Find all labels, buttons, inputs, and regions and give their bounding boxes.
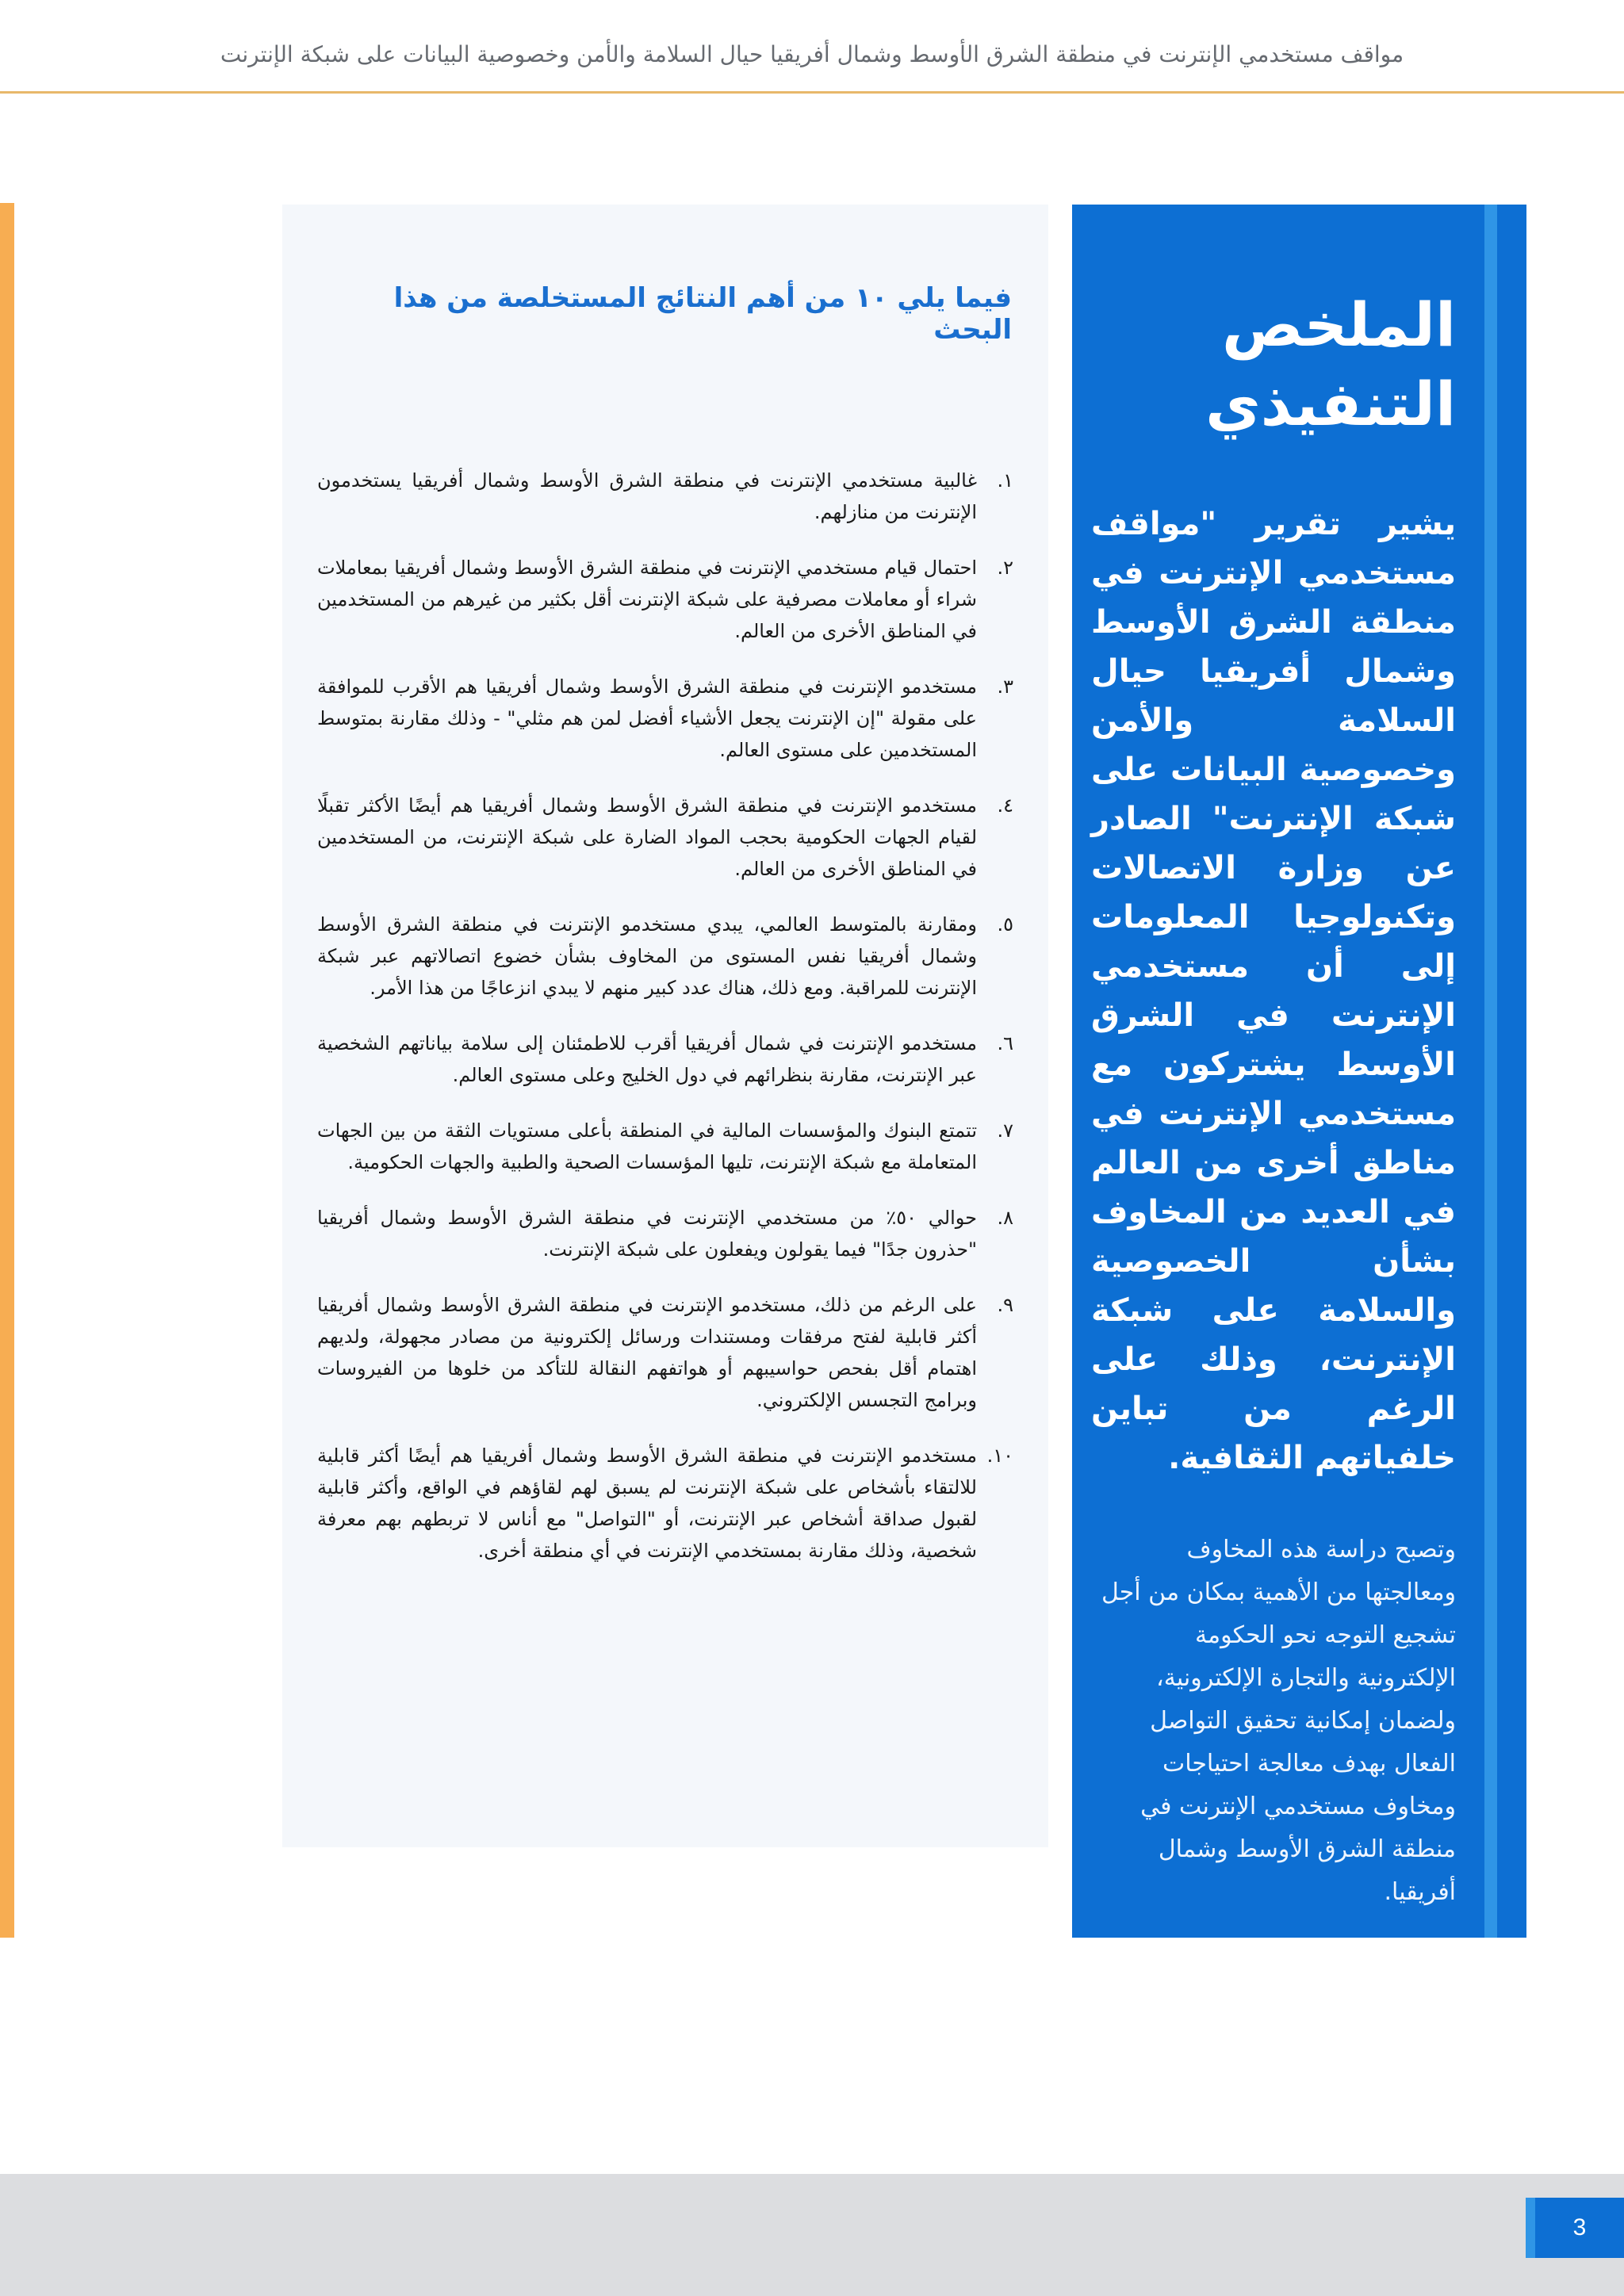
orange-side-stripe — [0, 203, 14, 1938]
finding-item-4 — [317, 790, 1013, 885]
key-findings-box — [282, 205, 1048, 1847]
finding-number: ١٠. — [986, 1445, 1013, 1467]
summary-heading-line1: الملخص — [1221, 289, 1456, 360]
finding-number: ٨. — [997, 1207, 1013, 1229]
finding-item-5 — [317, 909, 1013, 1004]
page-number: 3 — [1572, 2214, 1587, 2241]
page-number-accent — [1526, 2198, 1535, 2258]
finding-item-3 — [317, 671, 1013, 766]
finding-number: ١. — [997, 469, 1013, 492]
finding-text: حوالي ٥٠٪ من مستخدمي الإنترنت في منطقة الشرق الأوسط وشمال أفريقيا "حذرون جدًا" فيما يقولون ويفعلون على شبكة الإنترنت. — [317, 1207, 977, 1261]
finding-item-10 — [317, 1440, 1013, 1567]
summary-accent-bar — [1484, 205, 1497, 1938]
finding-text: غالبية مستخدمي الإنترنت في منطقة الشرق الأوسط وشمال أفريقيا يستخدمون الإنترنت من منازلهم. — [317, 469, 977, 523]
summary-heading-line2: التنفيذي — [1205, 369, 1456, 439]
finding-number: ٩. — [997, 1294, 1013, 1316]
finding-item-9 — [317, 1289, 1013, 1416]
finding-item-2 — [317, 552, 1013, 647]
finding-number: ٥. — [997, 913, 1013, 936]
finding-number: ٢. — [997, 557, 1013, 579]
finding-item-7 — [317, 1115, 1013, 1178]
finding-number: ٧. — [997, 1119, 1013, 1142]
summary-heading — [1091, 285, 1456, 444]
summary-lead-paragraph: يشير تقرير "مواقف مستخدمي الإنترنت في منطقة الشرق الأوسط وشمال أفريقيا حيال السلامة والأمن وخصوصية البيانات على شبكة الإنترنت" الصادر عن وزارة الاتصالات وتكنولوجيا المعلومات إلى أن مستخدمي الإنترنت في الشرق الأوسط يشتركون مع مستخدمي الإنترنت في مناطق أخرى من العالم في العديد من المخاوف بشأن الخصوصية والسلامة على شبكة الإنترنت، وذلك على الرغم من تباين خلفياتهم الثقافية. — [1091, 506, 1456, 1476]
finding-text: مستخدمو الإنترنت في منطقة الشرق الأوسط وشمال أفريقيا هم أيضًا الأكثر تقبلًا لقيام الجهات الحكومية بحجب المواد الضارة على شبكة الإنترنت، من المستخدمين في المناطق الأخرى من العالم. — [317, 794, 977, 880]
running-header-title: مواقف مستخدمي الإنترنت في منطقة الشرق الأوسط وشمال أفريقيا حيال السلامة والأمن وخصوصية البيانات على شبكة الإنترنت — [220, 41, 1404, 67]
finding-text: تتمتع البنوك والمؤسسات المالية في المنطقة بأعلى مستويات الثقة من بين الجهات المتعاملة مع شبكة الإنترنت، تليها المؤسسات الصحية والطبية والجهات الحكومية. — [317, 1119, 977, 1173]
page-footer — [0, 2174, 1624, 2296]
finding-item-6 — [317, 1027, 1013, 1091]
finding-text: مستخدمو الإنترنت في منطقة الشرق الأوسط وشمال أفريقيا هم أيضًا أكثر قابلية للالتقاء بأشخاص على شبكة الإنترنت لم يسبق لهم لقاؤهم في الواقع، وأكثر قابلية لقبول صداقة أشخاص عبر الإنترنت، أو "التواصل" مع أناس لا تربطهم بهم معرفة شخصية، وذلك مقارنة بمستخدمي الإنترنت في أي منطقة أخرى. — [317, 1445, 977, 1562]
finding-number: ٤. — [997, 794, 1013, 817]
findings-list — [317, 465, 1013, 1567]
finding-text: مستخدمو الإنترنت في شمال أفريقيا أقرب للاطمئنان إلى سلامة بياناتهم الشخصية عبر الإنترنت، مقارنة بنظرائهم في دول الخليج وعلى مستوى العالم. — [317, 1032, 977, 1086]
summary-body-paragraph: وتصبح دراسة هذه المخاوف ومعالجتها من الأهمية بمكان من أجل تشجيع التوجه نحو الحكومة الإلكترونية والتجارة الإلكترونية، ولضمان إمكانية تحقيق التواصل الفعال بهدف معالجة احتياجات ومخاوف مستخدمي الإنترنت في منطقة الشرق الأوسط وشمال أفريقيا. — [1101, 1536, 1456, 1906]
finding-text: مستخدمو الإنترنت في منطقة الشرق الأوسط وشمال أفريقيا هم الأقرب للموافقة على مقولة "إن الإنترنت يجعل الأشياء أفضل لمن هم مثلي" - وذلك مقارنة بمتوسط المستخدمين على مستوى العالم. — [317, 675, 977, 761]
finding-text: على الرغم من ذلك، مستخدمو الإنترنت في منطقة الشرق الأوسط وشمال أفريقيا أكثر قابلية لفتح مرفقات ومستندات ورسائل إلكترونية من مصادر مجهولة، ولديهم اهتمام أقل بفحص حواسيبهم أو هواتفهم النقالة للتأكد من خلوها من الفيروسات وبرامج التجسس الإلكتروني. — [317, 1294, 977, 1411]
findings-title: فيما يلي ١٠ من أهم النتائج المستخلصة من هذا البحث — [393, 282, 1012, 346]
finding-item-8 — [317, 1202, 1013, 1265]
finding-text: احتمال قيام مستخدمي الإنترنت في منطقة الشرق الأوسط وشمال أفريقيا بمعاملات شراء أو معاملات مصرفية على شبكة الإنترنت أقل بكثير من غيرهم من المستخدمين في المناطق الأخرى من العالم. — [317, 557, 977, 642]
page-header — [0, 0, 1624, 94]
executive-summary-content — [1091, 285, 1456, 1914]
finding-number: ٦. — [997, 1032, 1013, 1054]
finding-text: ومقارنة بالمتوسط العالمي، يبدي مستخدمو الإنترنت في منطقة الشرق الأوسط وشمال أفريقيا نفس المستوى من المخاوف بشأن خضوع اتصالاتهم عبر شبكة الإنترنت للمراقبة. ومع ذلك، هناك عدد كبير منهم لا يبدي انزعاجًا من هذا الأمر. — [317, 913, 977, 999]
finding-number: ٣. — [997, 675, 1013, 698]
finding-item-1 — [317, 465, 1013, 528]
